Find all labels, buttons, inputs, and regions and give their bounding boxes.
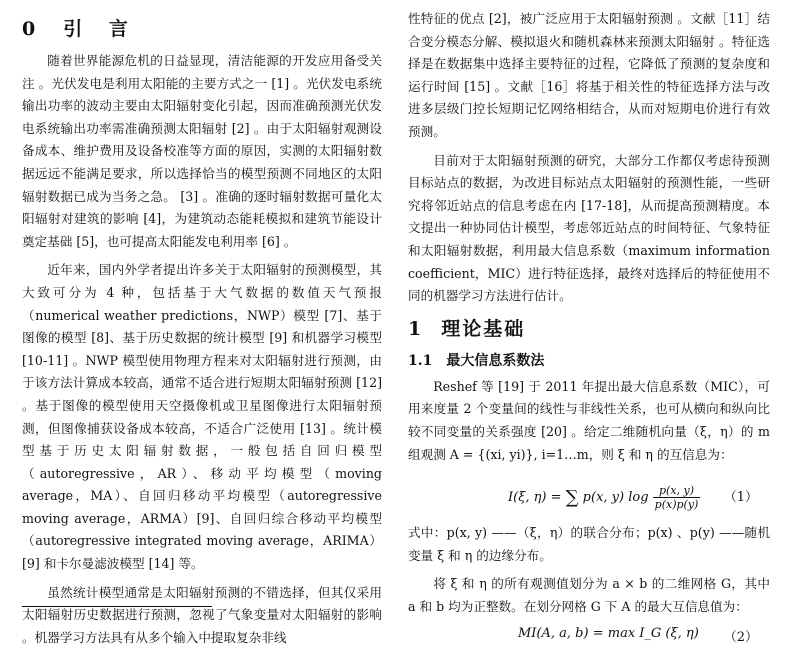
fraction-denominator: p(x)p(y) [654, 498, 699, 512]
equation-1-number: （1） [723, 490, 758, 506]
subsection-title-mic [408, 350, 770, 372]
paragraph-intro-2: 近年来，国内外学者提出许多关于太阳辐射的预测模型，其大致可分为 4 种，包括基于大气数据的数值天气预报（numerical weather predictions，NWP）模型 [7]、基于图像的模型 [8]、基于历史数据的统计模型 [9] 和机器学习模型 [10-11] 。NWP 模型使用物理方程来对太阳辐射进行预测，由于该方法计算成本较高，通常不适合进行短期太阳辐射预测 [12] 。基于图像的模型使用天空摄像机或卫星图像进行太阳辐射预测，但图像捕获设备成本较高，不适合广泛使用 [13] 。统计模型基于历史太阳辐射数据，一般包括自回归模型（autoregressive，AR）、移动平均模型（moving average，MA）、自回归移动平均模型（autoregressive moving average，ARMA）[9]、自回归综合移动平均模型（autoregressive integrated moving average，ARIMA）[9] 和卡尔曼滤波模型 [14] 等。 [22, 262, 382, 572]
equation-2 [408, 624, 770, 650]
paragraph-intro-1: 随着世界能源危机的日益显现，清洁能源的开发应用备受关注 。光伏发电是利用太阳能的主要方式之一 [1] 。光伏发电系统输出功率的波动主要由太阳辐射变化引起，因而准确预测光伏发电系统输出功率需准确预测太阳辐射 [2] 。由于太阳辐射观测设备成本、维护费用及设备校准等方面的原因，实测的太阳辐射数据远远不能满足要求，所以选择恰当的模型预测不同地区的太阳辐射数据已成为当务之急。 [3] 。准确的逐时辐射数据可量化太阳辐射对建筑的影响 [4]，为建筑动态能耗模拟和建筑节能设计奠定基础 [5]，也可提高太阳能发电利用率 [6] 。 [22, 53, 382, 249]
equation-1-fraction [653, 484, 701, 511]
section-title-intro [22, 16, 382, 42]
equation-1-mid: p(x, y) log [582, 490, 649, 506]
paragraph-intro-5: 目前对于太阳辐射预测的研究，大部分工作都仅考虑待预测目标站点的数据，为改进目标站点太阳辐射的预测性能，一些研究将邻近站点的信息考虑在内 [17-18]，从而提高预测精度。本文提出一种协同估计模型，考虑邻近站点的时间特征、气象特征和太阳辐射数据，利用最大信息系数（maximum information coefficient，MIC）进行特征选择，最终对选择后的特征使用不同的机器学习方法进行估计。 [408, 152, 770, 304]
footnote-separator [22, 606, 212, 607]
section-heading: 引 言 [63, 18, 138, 40]
section-title-theory [408, 316, 770, 342]
section-heading: 理论基础 [441, 317, 526, 340]
paragraph-mic-2: 式中：p(x, y) ——（ξ，η）的联合分布；p(x) 、p(y) ——随机变量 ξ 和 η 的边缘分布。 [408, 525, 770, 563]
paragraph-intro-4: 性特征的优点 [2]，被广泛应用于太阳辐射预测 。文献［11］结合变分模态分解、模拟退火和随机森林来预测太阳辐射 。特征选择是在数据集中选择主要特征的过程，它降低了预测的复杂度和运行时间 [15] 。文献［16］将基于相关性的特征选择方法与改进多层级门控长短期记忆网络相结合，从而对短期电价进行有效预测。 [408, 11, 770, 139]
paragraph-mic-1: Reshef 等 [19] 于 2011 年提出最大信息系数（MIC），可用来度量 2 个变量间的线性与非线性关系，也可从横向和纵向比较不同变量的关系强度 [20] 。给定二维随机向量（ξ，η）的 m 组观测 A = {(xi, yi)}, i=1…m，则 ξ 和 η 的互信息为： [408, 378, 770, 462]
left-column [22, 8, 382, 655]
right-column [408, 8, 770, 654]
equation-1-lhs: I(ξ, η) = [508, 490, 562, 506]
section-number: 1 [408, 317, 424, 340]
fraction-numerator: p(x, y) [653, 484, 701, 498]
subsection-number: 1.1 [408, 352, 433, 369]
paragraph-intro-3: 虽然统计模型通常是太阳辐射预测的不错选择，但其仅采用太阳辐射历史数据进行预测，忽视了气象变量对太阳辐射的影响 。机器学习方法具有从多个输入中提取复杂非线 [22, 584, 382, 645]
equation-1 [408, 472, 770, 518]
section-number: 0 [22, 18, 46, 40]
subsection-heading: 最大信息系数法 [446, 352, 545, 369]
equation-2-number: （2） [723, 630, 758, 646]
summation-symbol: ∑ [565, 487, 579, 509]
equation-1-body [508, 484, 700, 511]
equation-2-body: MI(A, a, b) = max I_G (ξ, η) [518, 626, 699, 642]
paragraph-mic-3: 将 ξ 和 η 的所有观测值划分为 a × b 的二维网格 G，其中 a 和 b 均为正整数。在划分网格 G 下 A 的最大互信息值为： [408, 576, 770, 614]
